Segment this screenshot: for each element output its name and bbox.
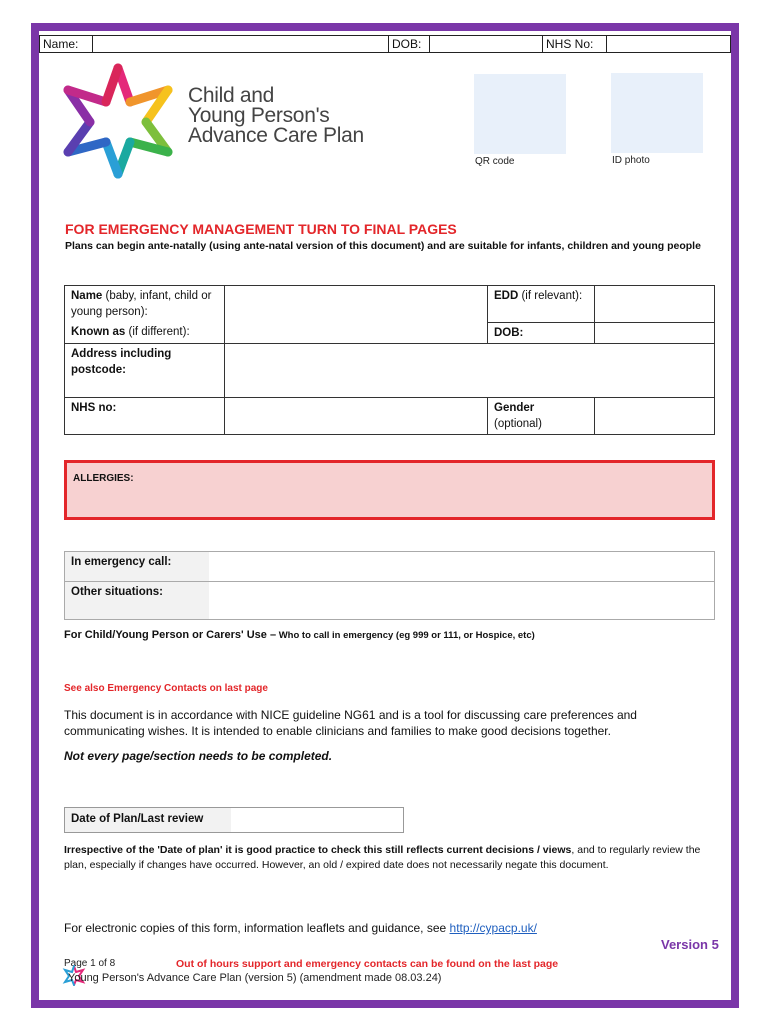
nhs-no-label: NHS no: xyxy=(65,397,225,434)
nhs-no-input[interactable] xyxy=(225,397,488,434)
child-name-input[interactable] xyxy=(225,286,488,323)
nhs-label: NHS No: xyxy=(543,36,607,52)
see-also-note: See also Emergency Contacts on last page xyxy=(64,683,268,694)
child-dob-input[interactable] xyxy=(595,322,715,343)
gender-label: Gender (optional) xyxy=(488,397,595,434)
cypacp-link[interactable]: http://cypacp.uk/ xyxy=(449,921,537,935)
id-photo-box[interactable] xyxy=(611,73,703,153)
dob-label: DOB: xyxy=(389,36,430,52)
nice-guideline-text: This document is in accordance with NICE guideline NG61 and is a tool for discussing care preferences and communicating wishes. It is intended to enable clinicians and families to make good decisions together. xyxy=(64,708,637,738)
dob-field[interactable] xyxy=(430,36,543,52)
allergies-box[interactable] xyxy=(64,460,715,520)
emergency-call-input[interactable] xyxy=(209,552,715,582)
other-situations-input[interactable] xyxy=(209,582,715,620)
qr-code-label: QR code xyxy=(475,156,515,167)
emergency-heading: FOR EMERGENCY MANAGEMENT TURN TO FINAL PAGES xyxy=(65,221,457,237)
address-input[interactable] xyxy=(225,343,715,397)
page-number: Page 1 of 8 xyxy=(64,958,116,969)
name-field[interactable] xyxy=(93,36,389,52)
patient-details-table xyxy=(64,285,715,435)
edd-cell-label: EDD (if relevant): xyxy=(488,286,595,323)
emergency-contacts-table xyxy=(64,551,715,620)
electronic-copies-text: For electronic copies of this form, information leaflets and guidance, see http://cypacp.uk/ xyxy=(64,921,537,935)
logo-line-3: Advance Care Plan xyxy=(188,124,364,147)
other-situations-label: Other situations: xyxy=(65,582,209,620)
cypacp-star-logo xyxy=(58,60,178,180)
gender-input[interactable] xyxy=(595,397,715,434)
carers-use-note: For Child/Young Person or Carers' Use – Who to call in emergency (eg 999 or 111, or Hospice, etc) xyxy=(64,629,535,641)
version-label: Version 5 xyxy=(661,937,719,952)
name-label: Name: xyxy=(40,36,93,52)
known-as-input[interactable] xyxy=(225,322,488,343)
logo-line-2: Young Person's xyxy=(188,104,330,127)
address-label: Address including postcode: xyxy=(65,343,225,397)
date-of-plan-box xyxy=(64,807,404,833)
edd-input[interactable] xyxy=(595,286,715,323)
logo-wordmark xyxy=(188,86,364,146)
qr-code-box[interactable] xyxy=(474,74,566,154)
date-of-plan-label: Date of Plan/Last review xyxy=(65,808,231,832)
id-photo-label: ID photo xyxy=(612,155,650,166)
patient-header-bar xyxy=(39,35,731,53)
allergies-label: ALLERGIES: xyxy=(73,473,134,484)
dob-cell-label: DOB: xyxy=(488,322,595,343)
out-of-hours-note: Out of hours support and emergency contacts can be found on the last page xyxy=(176,958,559,970)
review-guidance-text: Irrespective of the 'Date of plan' it is good practice to check this still reflects current decisions / views, and to regularly review the plan, especially if changes have occurred. However, an old / expired date does not necessarily negate this document. xyxy=(64,844,701,871)
known-as-label: Known as (if different): xyxy=(65,322,225,343)
intro-text: Plans can begin ante-natally (using ante-natal version of this document) and are suitable for infants, children and young people xyxy=(65,240,701,252)
date-of-plan-input[interactable] xyxy=(231,808,403,832)
not-every-page-note: Not every page/section needs to be completed. xyxy=(64,749,333,763)
logo-line-1: Child and xyxy=(188,84,275,107)
emergency-call-label: In emergency call: xyxy=(65,552,209,582)
footer-text: Young Person's Advance Care Plan (version 5) (amendment made 08.03.24) xyxy=(68,972,442,984)
nhs-field[interactable] xyxy=(607,36,730,52)
name-cell-label: Name (baby, infant, child or young person): xyxy=(65,286,225,323)
